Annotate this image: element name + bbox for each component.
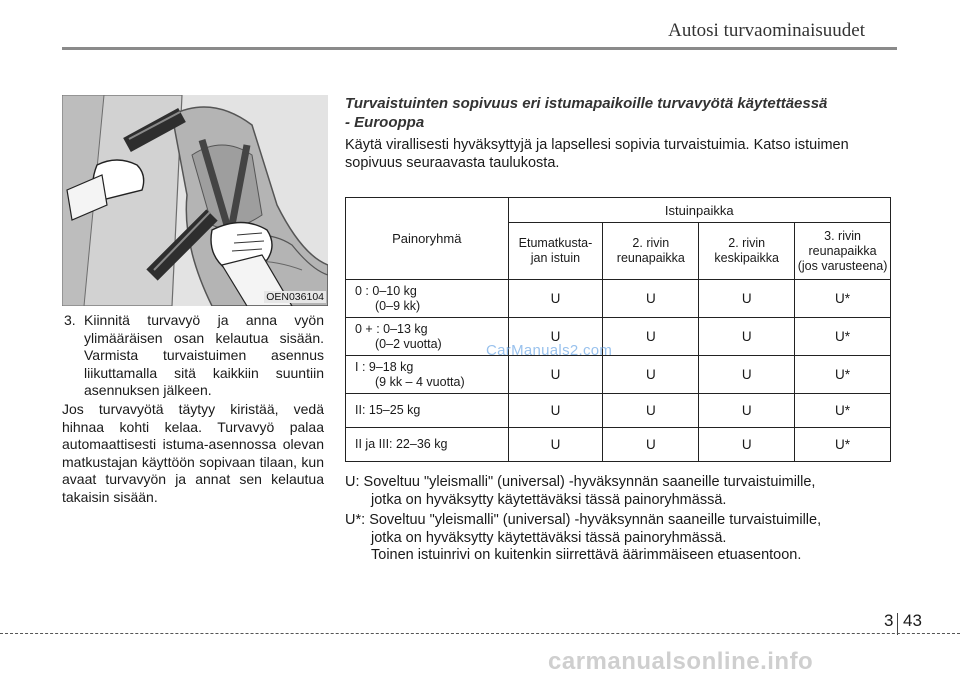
weight-group: 0 + : 0–13 kg bbox=[355, 321, 428, 336]
step-text: Kiinnitä turvavyö ja anna vyön ylimääräisen osan kelautua sisään. Varmista turvaistuimen asennus liikuttamalla sitä kaikkiin suuntiin asennuksen jälkeen. bbox=[84, 312, 324, 398]
seat-suitability-table bbox=[345, 197, 891, 462]
table-row bbox=[346, 280, 891, 318]
suitability-cell: U bbox=[603, 394, 699, 428]
weight-group-cell bbox=[346, 394, 509, 428]
child-seat-drawing bbox=[62, 95, 328, 306]
weight-group-cell bbox=[346, 356, 509, 394]
table-row bbox=[346, 394, 891, 428]
weight-group: II: 15–25 kg bbox=[355, 403, 421, 417]
col-header-line2: reunapaikka bbox=[616, 251, 685, 265]
note-u-label: U: bbox=[345, 474, 360, 490]
col-header-line3: (jos varusteena) bbox=[797, 258, 888, 273]
suitability-cell: U bbox=[508, 280, 603, 318]
suitability-cell: U bbox=[699, 280, 795, 318]
weight-group: I : 9–18 kg bbox=[355, 359, 414, 374]
suitability-cell: U bbox=[508, 356, 603, 394]
chapter-number: 3 bbox=[884, 611, 894, 630]
table-row bbox=[346, 356, 891, 394]
page-number: 43 bbox=[903, 611, 922, 630]
weight-group: 0 : 0–10 kg bbox=[355, 283, 417, 298]
column-header-row2-outer bbox=[603, 223, 699, 280]
suitability-cell: U bbox=[699, 318, 795, 356]
note-u-line2: jotka on hyväksytty käytettäväksi tässä painoryhmässä. bbox=[371, 491, 727, 508]
col-header-line2: keskipaikka bbox=[714, 251, 779, 265]
suitability-cell: U* bbox=[795, 280, 891, 318]
section-heading bbox=[345, 94, 890, 132]
note-u-star-line3: Toinen istuinrivi on kuitenkin siirrettävä äärimmäiseen etuasentoon. bbox=[371, 547, 802, 563]
suitability-cell: U bbox=[603, 280, 699, 318]
note-u-star-line2: jotka on hyväksytty käytettäväksi tässä painoryhmässä. bbox=[371, 529, 727, 546]
suitability-cell: U bbox=[699, 356, 795, 394]
table-row bbox=[346, 318, 891, 356]
footer-dashed-rule bbox=[0, 633, 960, 634]
illustration-code: OEN036104 bbox=[266, 291, 324, 303]
section-heading-line2: - Eurooppa bbox=[345, 114, 425, 131]
note-u-star bbox=[345, 512, 915, 565]
col-header-line1: 2. rivin bbox=[632, 236, 670, 250]
suitability-cell: U bbox=[508, 394, 603, 428]
suitability-cell: U bbox=[699, 428, 795, 462]
running-header-title: Autosi turvaominaisuudet bbox=[668, 20, 865, 41]
col-header-line1: 2. rivin bbox=[728, 236, 766, 250]
weight-group-header: Painoryhmä bbox=[346, 198, 509, 280]
header-rule bbox=[62, 47, 897, 50]
suitability-cell: U* bbox=[795, 318, 891, 356]
page-number-separator bbox=[897, 613, 898, 635]
column-header-row3-outer bbox=[795, 223, 891, 280]
column-header-front-passenger bbox=[508, 223, 603, 280]
suitability-cell: U bbox=[699, 394, 795, 428]
age-range: (0–2 vuotta) bbox=[375, 336, 442, 351]
table-row bbox=[346, 428, 891, 462]
weight-group: II ja III: 22–36 kg bbox=[355, 437, 448, 451]
col-header-line1: Etumatkusta- bbox=[518, 236, 593, 250]
note-u bbox=[345, 474, 905, 509]
suitability-cell: U* bbox=[795, 428, 891, 462]
weight-group-cell bbox=[346, 428, 509, 462]
col-header-line2: jan istuin bbox=[530, 251, 581, 265]
suitability-cell: U bbox=[603, 428, 699, 462]
weight-group-cell bbox=[346, 318, 509, 356]
col-header-line1: 3. rivin bbox=[824, 228, 861, 243]
watermark-carmanuals2: CarManuals2.com bbox=[486, 342, 613, 359]
note-u-star-line1: Soveltuu "yleismalli" (universal) -hyväksynnän saaneille turvaistuimille, bbox=[369, 512, 822, 528]
intro-paragraph: Käytä virallisesti hyväksyttyjä ja lapsellesi sopivia turvaistuimia. Katso istuimen sopivuus seuraavasta taulukosta. bbox=[345, 137, 849, 171]
watermark-carmanualsonline: carmanualsonline.info bbox=[548, 648, 814, 675]
suitability-cell: U bbox=[508, 318, 603, 356]
section-heading-line1: Turvaistuinten sopivuus eri istumapaikoille turvavyötä käytettäessä bbox=[345, 95, 828, 112]
age-range: (9 kk – 4 vuotta) bbox=[375, 374, 465, 389]
belt-tension-paragraph: Jos turvavyötä täytyy kiristää, vedä hihnaa kohti kelaa. Turvavyö palaa automaattisesti istuma-asennossa olevan matkustajan käyttöön sopivaan tilaan, kun avaat turvavyön ja annat sen kelautua takaisin sisään. bbox=[62, 401, 324, 505]
col-header-line2: reunapaikka bbox=[808, 243, 877, 258]
note-u-line1: Soveltuu "yleismalli" (universal) -hyväksynnän saaneille turvaistuimille, bbox=[363, 474, 816, 490]
step-3 bbox=[62, 312, 324, 400]
suitability-cell: U* bbox=[795, 356, 891, 394]
suitability-cell: U bbox=[603, 356, 699, 394]
seat-position-header: Istuinpaikka bbox=[508, 198, 890, 223]
age-range: (0–9 kk) bbox=[375, 298, 421, 313]
suitability-cell: U bbox=[508, 428, 603, 462]
suitability-cell: U bbox=[603, 318, 699, 356]
column-header-row2-center bbox=[699, 223, 795, 280]
note-u-star-label: U*: bbox=[345, 512, 366, 528]
suitability-cell: U* bbox=[795, 394, 891, 428]
weight-group-cell bbox=[346, 280, 509, 318]
child-seat-illustration bbox=[62, 95, 328, 306]
step-number: 3. bbox=[64, 312, 76, 328]
